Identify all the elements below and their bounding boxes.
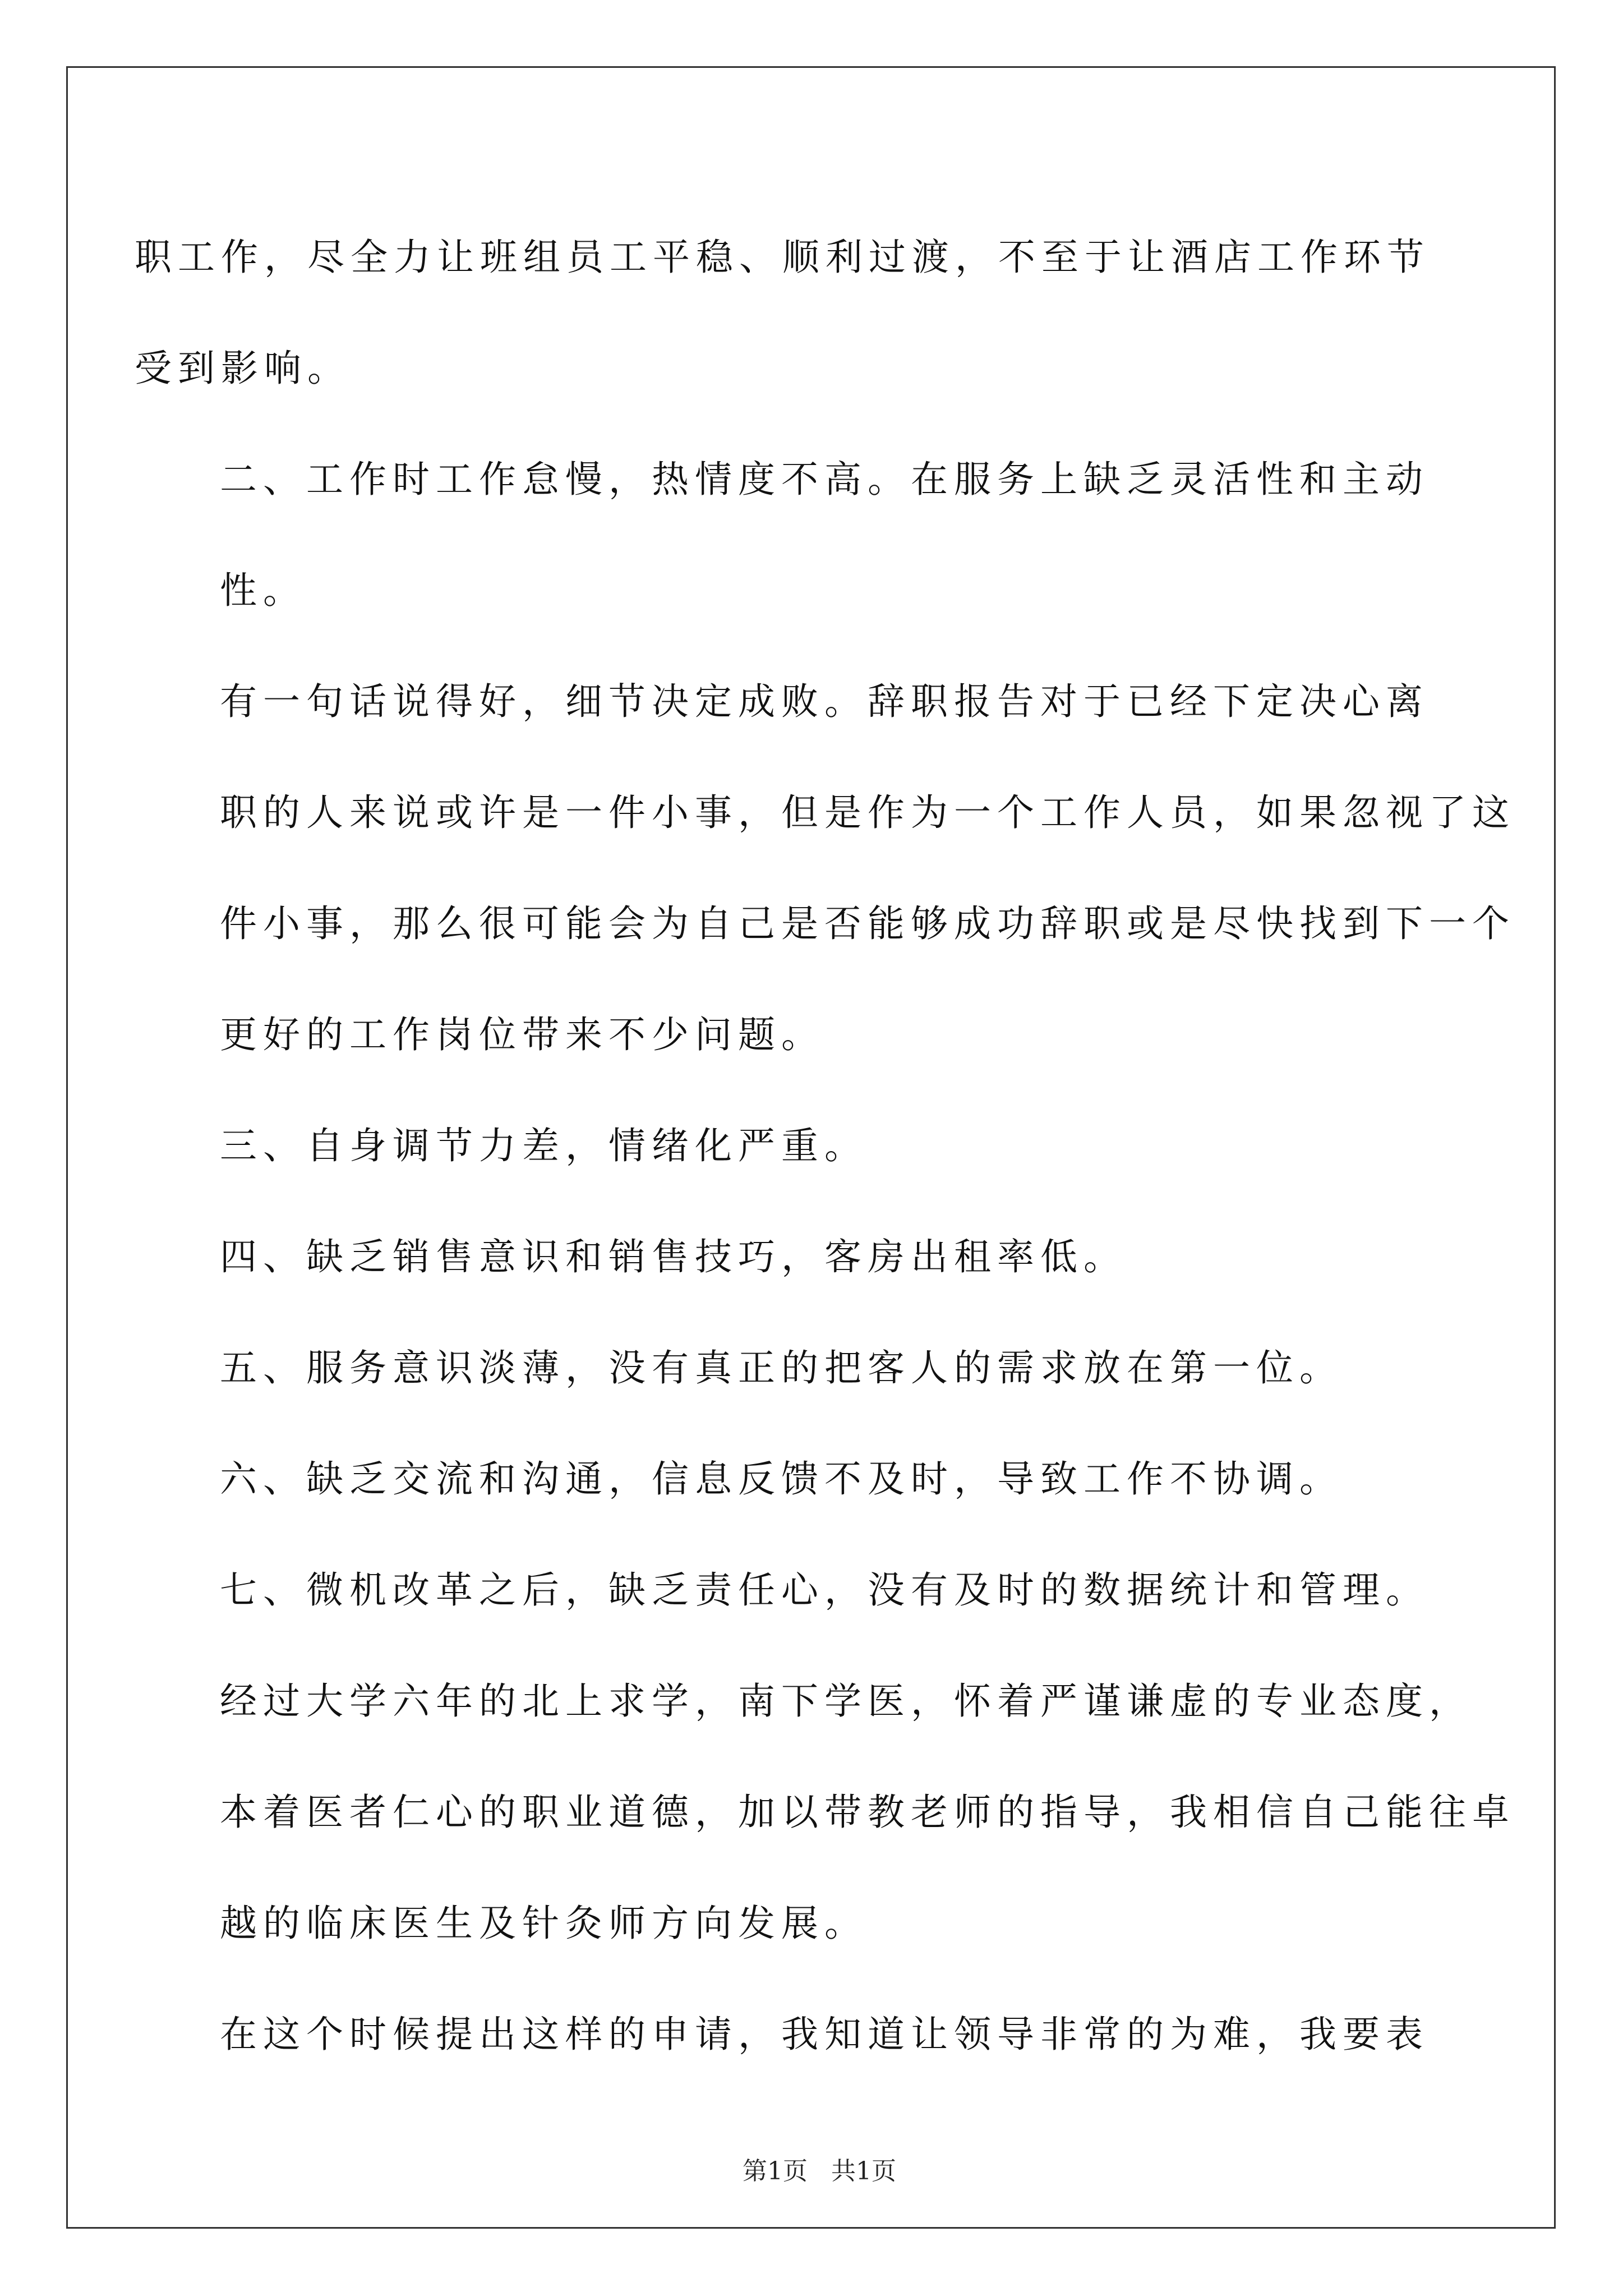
paragraph	[135, 646, 1515, 1091]
paragraph	[135, 1979, 1436, 2090]
paragraph	[135, 202, 1436, 424]
text-line: 有一句话说得好，细节决定成败。辞职报告对于已经下定决心离	[220, 680, 1429, 723]
text-line: 件小事，那么很可能会为自己是否能够成功辞职或是尽快找到下一个	[220, 902, 1515, 945]
text-line: 职工作，尽全力让班组员工平稳、顺利过渡，不至于让酒店工作环节	[135, 236, 1430, 279]
paragraph	[135, 1646, 1515, 1979]
paragraph	[135, 1424, 1436, 1535]
text-line: 职的人来说或许是一件小事，但是作为一个工作人员，如果忽视了这	[220, 791, 1515, 834]
paragraph	[135, 1202, 1436, 1313]
page-footer	[0, 2122, 1623, 2187]
paragraph	[135, 1313, 1436, 1424]
text-line: 七、微机改革之后，缺乏责任心，没有及时的数据统计和管理。	[220, 1568, 1429, 1612]
page-number: 第1页 共1页	[743, 2157, 896, 2185]
text-line: 更好的工作岗位带来不少问题。	[220, 1013, 824, 1056]
text-line: 越的临床医生及针灸师方向发展。	[220, 1902, 868, 1945]
paragraph	[135, 1535, 1436, 1646]
text-line: 受到影响。	[135, 347, 351, 390]
text-line: 本着医者仁心的职业道德，加以带教老师的指导，我相信自己能往卓	[220, 1791, 1515, 1834]
document-body	[135, 202, 1515, 2090]
text-line: 三、自身调节力差，情绪化严重。	[220, 1124, 868, 1167]
text-line: 六、缺乏交流和沟通，信息反馈不及时，导致工作不协调。	[220, 1457, 1343, 1501]
text-line: 经过大学六年的北上求学，南下学医，怀着严谨谦虚的专业态度，	[220, 1680, 1472, 1723]
text-line: 五、服务意识淡薄，没有真正的把客人的需求放在第一位。	[220, 1346, 1343, 1389]
text-line: 在这个时候提出这样的申请，我知道让领导非常的为难，我要表	[220, 2013, 1429, 2056]
paragraph	[135, 424, 1436, 646]
text-line: 性。	[220, 569, 306, 612]
text-line: 二、工作时工作怠慢，热情度不高。在服务上缺乏灵活性和主动	[220, 458, 1429, 501]
paragraph	[135, 1091, 1436, 1202]
text-line: 四、缺乏销售意识和销售技巧，客房出租率低。	[220, 1235, 1127, 1278]
